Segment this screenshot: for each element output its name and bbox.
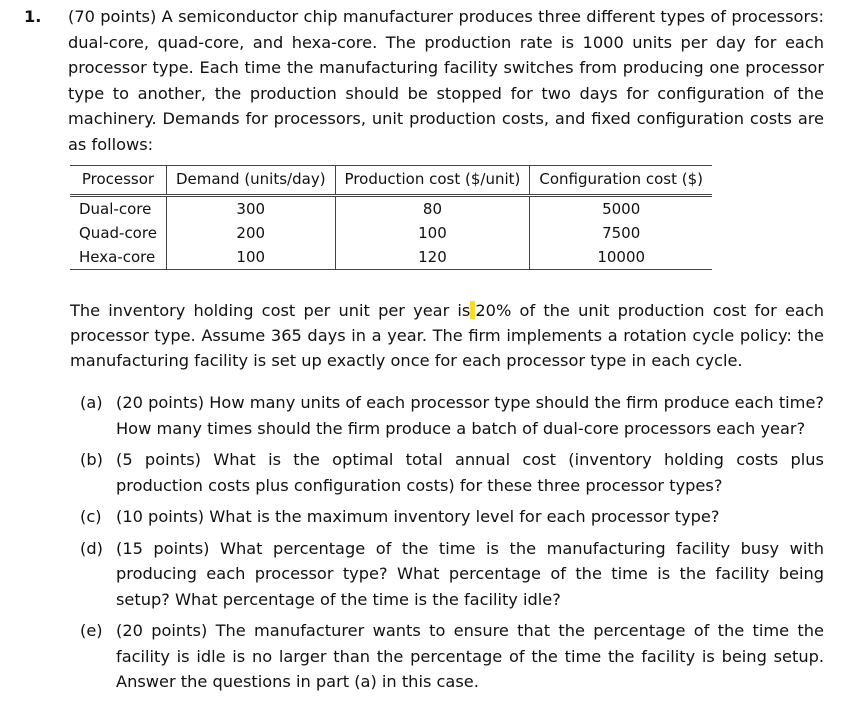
specs-table bbox=[70, 166, 712, 270]
cell-processor: Quad-core bbox=[70, 221, 166, 245]
paragraph2-before: The inventory holding cost per unit per year is bbox=[70, 301, 471, 320]
table-row bbox=[70, 245, 712, 270]
cell-demand: 100 bbox=[166, 245, 335, 270]
cell-production-cost: 80 bbox=[335, 196, 530, 222]
col-header-configuration-cost: Configuration cost ($) bbox=[530, 166, 712, 196]
problem-intro-text: (70 points) A semiconductor chip manufacturer produces three different types of processors: dual-core, quad-core, and hexa-core. The production rate is 1000 units per day for each processor type. Each time the manufacturing facility switches from producing one processor type to another, the production should be stopped for two days for configuration of the machinery. Demands for processors, unit production costs, and fixed configuration costs are as follows: bbox=[68, 7, 824, 154]
part-label: (b) bbox=[80, 450, 103, 469]
table-row bbox=[70, 221, 712, 245]
part-text: (15 points) What percentage of the time is the manufacturing facility busy with producing each processor type? What percentage of the time is the facility being setup? What percentage of the time is the facility idle? bbox=[116, 538, 824, 609]
part-label: (c) bbox=[80, 507, 102, 526]
problem-number: 1. bbox=[24, 7, 42, 26]
list-item bbox=[80, 390, 824, 441]
part-label: (a) bbox=[80, 393, 103, 412]
list-item bbox=[80, 536, 824, 613]
list-item bbox=[80, 618, 824, 695]
holding-cost-paragraph bbox=[70, 298, 824, 373]
col-header-demand: Demand (units/day) bbox=[166, 166, 335, 196]
cell-demand: 200 bbox=[166, 221, 335, 245]
list-item bbox=[80, 447, 824, 498]
table-header-row bbox=[70, 166, 712, 196]
cell-configuration-cost: 5000 bbox=[602, 200, 641, 218]
cell-production-cost: 120 bbox=[335, 245, 530, 270]
part-text: (20 points) The manufacturer wants to ensure that the percentage of the time the facility is idle is no larger than the percentage of the time the facility is being setup. Answer the questions in part (a) in this case. bbox=[116, 621, 824, 691]
table-row bbox=[70, 196, 712, 222]
part-label: (e) bbox=[80, 621, 103, 640]
col-header-processor: Processor bbox=[70, 166, 166, 196]
list-item bbox=[80, 504, 824, 530]
cell-demand: 300 bbox=[166, 196, 335, 222]
paragraph2-after: 20% of the unit production cost for each processor type. Assume 365 days in a year. The firm implements a rotation cycle policy: the manufacturing facility is set up exactly once for each processor type in each cycle. bbox=[70, 301, 824, 370]
part-text: (10 points) What is the maximum inventory level for each processor type? bbox=[116, 507, 720, 526]
question-parts-list bbox=[80, 390, 824, 701]
part-text: (20 points) How many units of each processor type should the firm produce each time? How many times should the firm produce a batch of dual-core processors each year? bbox=[116, 393, 824, 438]
cell-processor: Dual-core bbox=[70, 196, 166, 222]
problem-intro bbox=[24, 4, 824, 157]
cell-configuration-cost: 7500 bbox=[602, 224, 641, 242]
cell-production-cost: 100 bbox=[335, 221, 530, 245]
part-label: (d) bbox=[80, 538, 103, 558]
cell-processor: Hexa-core bbox=[70, 245, 166, 270]
specs-table-wrapper bbox=[70, 165, 712, 270]
col-header-production-cost: Production cost ($/unit) bbox=[335, 166, 530, 196]
cell-configuration-cost: 10000 bbox=[530, 245, 712, 270]
part-text: (5 points) What is the optimal total annual cost (inventory holding costs plus production costs plus configuration costs) for these three processor types? bbox=[116, 450, 824, 495]
